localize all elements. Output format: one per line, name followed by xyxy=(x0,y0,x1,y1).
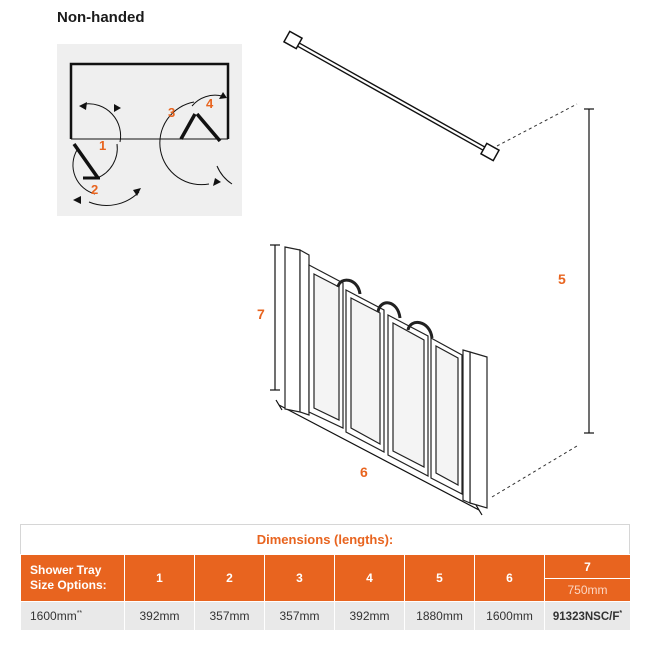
plan-label-2: 2 xyxy=(91,182,99,197)
row-tray-size xyxy=(21,602,125,631)
value-3: 357mm xyxy=(265,602,335,631)
plan-label-3: 3 xyxy=(168,105,176,120)
value-6: 1600mm xyxy=(475,602,545,631)
row-tray-size-value: 1600mm xyxy=(30,609,77,623)
value-4: 392mm xyxy=(335,602,405,631)
column-header-7 xyxy=(545,555,631,602)
label-5: 5 xyxy=(558,271,566,287)
product-code-mark: * xyxy=(619,609,623,617)
dimensions-header: Dimensions (lengths): xyxy=(20,524,630,554)
support-bar xyxy=(284,31,499,160)
plan-label-4: 4 xyxy=(206,96,214,111)
product-code-value: 91323NSC/F xyxy=(552,610,620,623)
tray-size-label-line-2: Size Options: xyxy=(30,578,107,592)
panel-height-dimension xyxy=(257,245,280,390)
column-header-7-size: 750mm xyxy=(567,582,608,597)
height-dimension xyxy=(558,109,594,433)
value-1: 392mm xyxy=(125,602,195,631)
plan-label-1: 1 xyxy=(99,138,107,153)
column-header-3: 3 xyxy=(265,555,335,602)
page-title: Non-handed xyxy=(57,9,145,26)
product-code xyxy=(545,602,631,631)
door-assembly xyxy=(285,247,487,508)
column-header-7-number: 7 xyxy=(545,556,630,579)
column-header-5: 5 xyxy=(405,555,475,602)
dimensions-table xyxy=(20,554,631,631)
row-tray-size-mark: ** xyxy=(76,610,83,617)
column-header-6: 6 xyxy=(475,555,545,602)
tray-size-label xyxy=(21,555,125,602)
column-header-4: 4 xyxy=(335,555,405,602)
label-7: 7 xyxy=(257,306,265,322)
column-header-2: 2 xyxy=(195,555,265,602)
table-row xyxy=(21,602,631,631)
column-header-1: 1 xyxy=(125,555,195,602)
value-5: 1880mm xyxy=(405,602,475,631)
value-2: 357mm xyxy=(195,602,265,631)
table-header-row xyxy=(21,555,631,602)
tray-size-label-line-1: Shower Tray xyxy=(30,563,102,577)
label-6: 6 xyxy=(360,464,368,480)
